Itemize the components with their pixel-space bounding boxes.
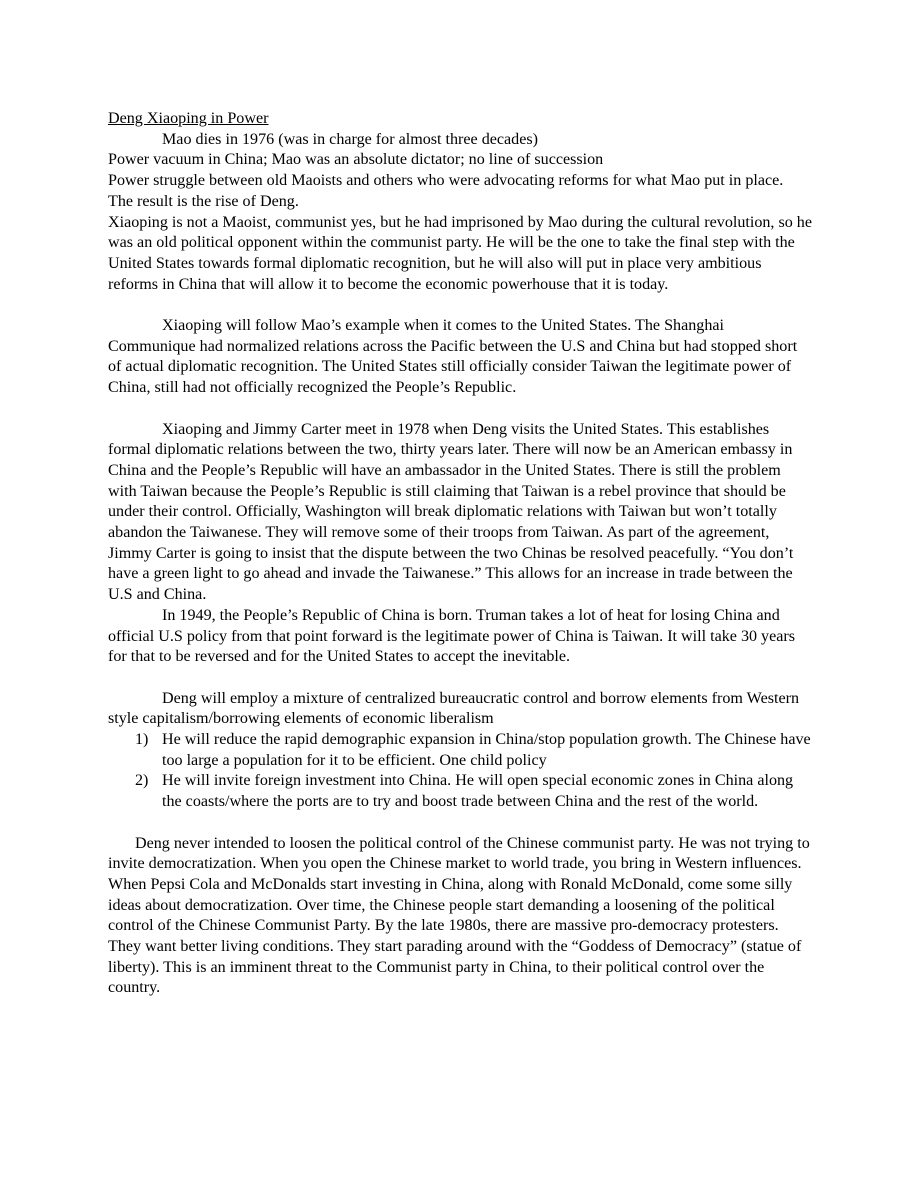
list-item-number: 2) [135,772,149,790]
list-item [108,730,812,771]
paragraph-power-vacuum: Power vacuum in China; Mao was an absolute dictator; no line of succession [108,151,604,169]
paragraph-power-struggle: Power struggle between old Maoists and others who were advocating reforms for what Mao put in place. The result is the rise of Deng. [108,172,784,210]
document-body [108,109,812,999]
paragraph-deng-mixture: Deng will employ a mixture of centralized bureaucratic control and borrow elements from Western style capitalism/borrowing elements of economic liberalism [108,689,800,728]
paragraph-mao-dies: Mao dies in 1976 (was in charge for almost three decades) [162,130,538,148]
paragraph-shanghai-communique: Xiaoping will follow Mao’s example when it comes to the United States. The Shanghai Communique had normalized relations across the Pacific between the U.S and China but had stopped short of actual diplomatic recognition. The United States still officially consider Taiwan the legitimate power of China, still had not officially recognized the People’s Republic. [108,317,798,397]
list-item [108,771,812,812]
paragraph-xiaoping-not-maoist: Xiaoping is not a Maoist, communist yes, but he had imprisoned by Mao during the cultural revolution, so he was an old political opponent within the communist party. He will be the one to take the final step with the United States towards formal diplomatic recognition, but he will also will put in place very ambitious reforms in China that will allow it to become the economic powerhouse that it is today. [108,213,812,293]
paragraph-gap [108,295,812,316]
paragraph-carter-meeting: Xiaoping and Jimmy Carter meet in 1978 when Deng visits the United States. This establishes formal diplomatic relations between the two, thirty years later. There will now be an American embassy in China and the People’s Republic will have an ambassador in the United States. There is still the problem with Taiwan because the People’s Republic is still claiming that Taiwan is a rebel province that should be under their control. Officially, Washington will break diplomatic relations with Taiwan but won’t totally abandon the Taiwanese. They will remove some of their troops from Taiwan. As part of the agreement, Jimmy Carter is going to insist that the dispute between the two Chinas be resolved peacefully. “You don’t have a green light to go ahead and invade the Taiwanese.” This allows for an increase in trade between the U.S and China. [108,420,794,604]
paragraph-gap [108,399,812,420]
paragraph-1949: In 1949, the People’s Republic of China is born. Truman takes a lot of heat for losing China and official U.S policy from that point forward is the legitimate power of China is Taiwan. It will take 30 years for that to be reversed and for the United States to accept the inevitable. [108,606,796,666]
paragraph-gap [108,813,812,834]
list-item-text: He will invite foreign investment into China. He will open special economic zones in China along the coasts/where the ports are to try and boost trade between China and the rest of the world. [162,772,794,811]
list-item-number: 1) [135,731,149,749]
paragraph-gap [108,668,812,689]
reform-list [108,730,812,813]
paragraph-democratization: Deng never intended to loosen the political control of the Chinese communist party. He was not trying to invite democratization. When you open the Chinese market to world trade, you bring in Western influences. When Pepsi Cola and McDonalds start investing in China, along with Ronald McDonald, come some silly ideas about democratization. Over time, the Chinese people start demanding a loosening of the political control of the Chinese Communist Party. By the late 1980s, there are massive pro-democracy protesters. They want better living conditions. They start parading around with the “Goddess of Democracy” (statue of liberty). This is an imminent threat to the Communist party in China, to their political control over the country. [108,834,810,997]
document-title: Deng Xiaoping in Power [108,110,269,127]
list-item-text: He will reduce the rapid demographic expansion in China/stop population growth. The Chinese have too large a population for it to be efficient. One child policy [162,731,811,769]
